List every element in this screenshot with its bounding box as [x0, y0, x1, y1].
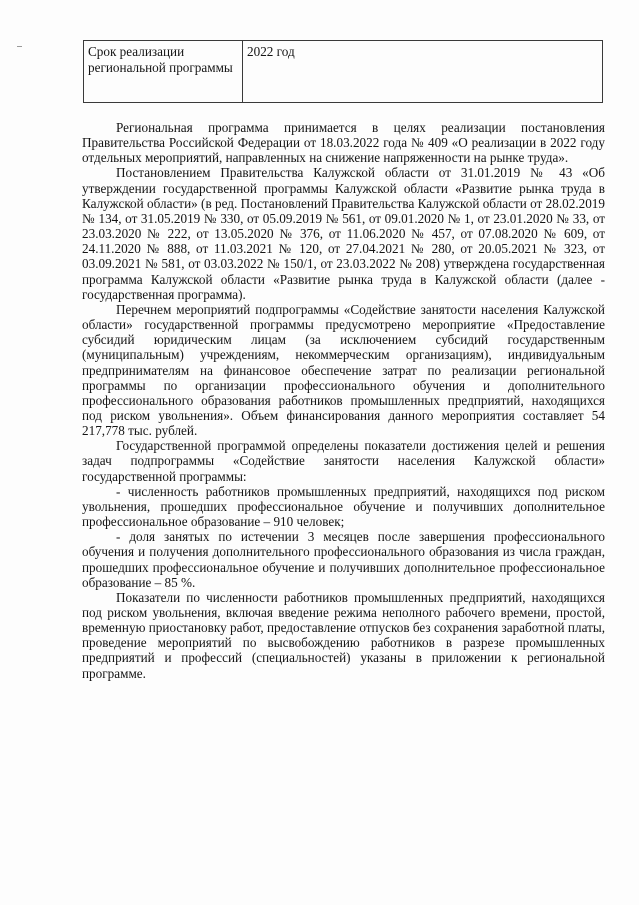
paragraph-state-program: Постановлением Правительства Калужской области от 31.01.2019 № 43 «Об утверждении государственной программы Калужской области «Развитие рынка труда в Калужской области» (в ред. Постановлений Правительства Калужской области от 28.02.2019 № 134, от 31.05.2019 № 330, от 05.09.2019 № 561, от 09.01.2020 № 1, от 23.01.2020 № 33, от 23.03.2020 № 222, от 13.05.2020 № 376, от 11.06.2020 № 457, от 07.08.2020 № 609, от 24.11.2020 № 888, от 11.03.2021 № 120, от 27.04.2021 № 280, от 20.05.2021 № 323, от 03.09.2021 № 581, от 03.03.2022 № 150/1, от 23.03.2022 № 208) утверждена государственная программа Калужской области «Развитие рынка труда в Калужской области (далее - государственная программа).	[82, 165, 605, 302]
document-body	[82, 120, 605, 681]
paragraph-appendix-reference: Показатели по численности работников промышленных предприятий, находящихся под риском увольнения, включая введение режима неполного рабочего времени, простой, временную приостановку работ, предоставление отпусков без сохранения заработной платы, проведение мероприятий по высвобождению работников в разрезе промышленных предприятий и профессий (специальностей) указаны в приложении к региональной программе.	[82, 589, 605, 681]
table-row	[84, 41, 603, 103]
program-term-table	[83, 40, 603, 103]
paragraph-indicator-employment-share: - доля занятых по истечении 3 месяцев после завершения профессионального обучения и получения дополнительного профессионального образования из числа граждан, прошедших профессиональное обучение и получивших дополнительное профессиональное образование – 85 %.	[82, 529, 605, 590]
paragraph-subsidies: Перечнем мероприятий подпрограммы «Содействие занятости населения Калужской области» государственной программы предусмотрено мероприятие «Предоставление субсидий юридическим лицам (за исключением субсидий государственным (муниципальным) учреждениям, некоммерческим организациям), индивидуальным предпринимателям на финансовое обеспечение затрат по реализации региональной программы по организации профессионального обучения и дополнительного профессионального образования работников промышленных предприятий, находящихся под риском увольнения». Объем финансирования данного мероприятия составляет 54 217,778 тыс. рублей.	[82, 301, 605, 439]
paragraph-indicators-intro: Государственной программой определены показатели достижения целей и решения задач подпрограммы «Содействие занятости населения Калужской области» государственной программы:	[82, 438, 605, 484]
table-value-cell: 2022 год	[243, 41, 603, 103]
paragraph-indicator-headcount: - численность работников промышленных предприятий, находящихся под риском увольнения, прошедших профессиональное обучение и получивших дополнительное профессиональное образование – 910 человек;	[82, 483, 605, 530]
table-label-cell: Срок реализации региональной программы	[84, 41, 243, 103]
paragraph-purpose: Региональная программа принимается в целях реализации постановления Правительства Российской Федерации от 18.03.2022 года № 409 «О реализации в 2022 году отдельных мероприятий, направленных на снижение напряженности на рынке труда».	[82, 120, 605, 166]
scan-margin-mark	[17, 46, 22, 47]
